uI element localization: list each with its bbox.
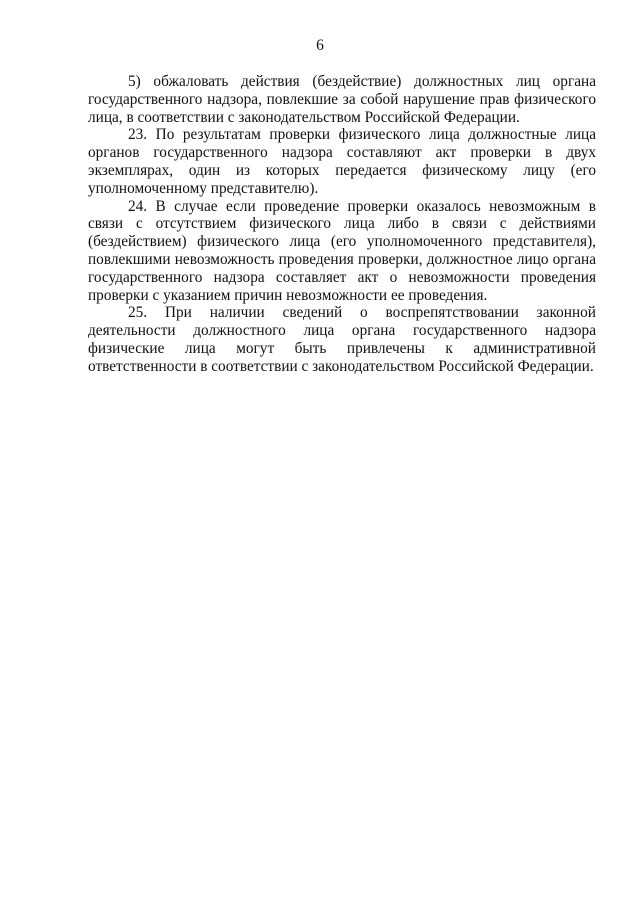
paragraph-25: 25. При наличии сведений о воспрепятствовании законной деятельности должностного лица органа государственного надзора физические лица могут быть привлечены к административной ответственности в соответствии с законодательством Российской Федерации. [88, 304, 596, 375]
paragraph-24: 24. В случае если проведение проверки оказалось невозможным в связи с отсутствием физического лица либо в связи с действиями (бездействием) физического лица (его уполномоченного представителя), повлекшими невозможность проведения проверки, должностное лицо органа государственного надзора составляет акт о невозможности проведения проверки с указанием причин невозможности ее проведения. [88, 197, 596, 304]
paragraph-item-5: 5) обжаловать действия (бездействие) должностных лиц органа государственного надзора, повлекшие за собой нарушение прав физического лица, в соответствии с законодательством Российской Федерации. [88, 73, 596, 126]
paragraph-23: 23. По результатам проверки физического лица должностные лица органов государственного надзора составляют акт проверки в двух экземплярах, один из которых передается физическому лицу (его уполномоченному представителю). [88, 126, 596, 197]
document-body [88, 73, 596, 376]
page-number: 6 [316, 37, 324, 54]
